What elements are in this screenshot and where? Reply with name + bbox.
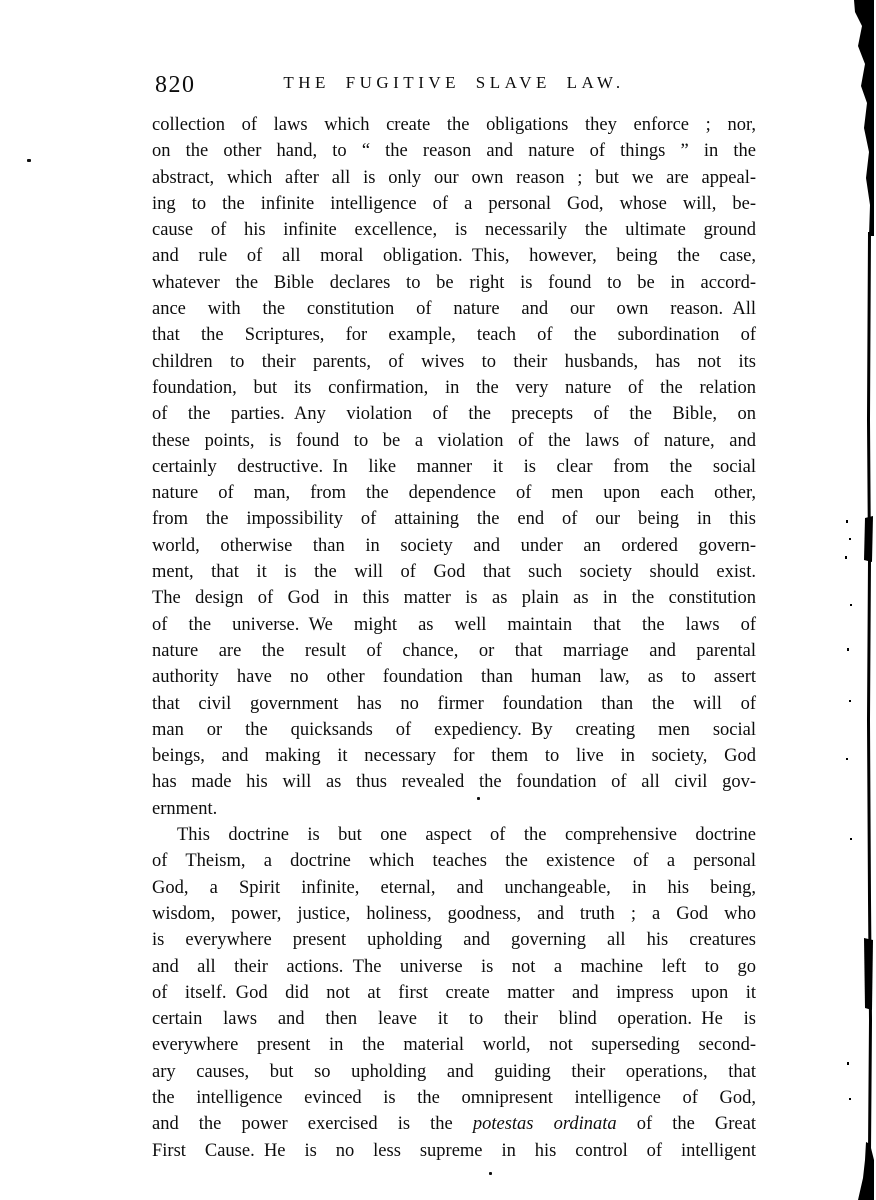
text-run: The design of God in this matter is as plain as in the constitution: [152, 588, 756, 609]
running-title: THE FUGITIVE SLAVE LAW.: [283, 73, 625, 92]
text-line: [152, 112, 756, 138]
text-run: certain laws and then leave it to their blind operation. He is: [152, 1009, 756, 1030]
text-run: is everywhere present upholding and governing all his creatures: [152, 930, 756, 951]
text-run: children to their parents, of wives to their husbands, has not its: [152, 351, 756, 372]
text-line: [152, 375, 756, 401]
text-line: [152, 848, 756, 874]
text-line: [152, 980, 756, 1006]
text-run: ary causes, but so upholding and guiding their operations, that: [152, 1061, 756, 1082]
text-line: [152, 506, 756, 532]
text-line: [152, 1032, 756, 1058]
text-line: [152, 875, 756, 901]
text-line: [152, 1006, 756, 1032]
text-run: authority have no other foundation than human law, as to assert: [152, 667, 756, 688]
text-run: of the parties. Any violation of the precepts of the Bible, on: [152, 404, 756, 425]
text-line: [152, 533, 756, 559]
text-run: that civil government has no firmer foundation than the will of: [152, 693, 756, 714]
paragraph: [152, 822, 756, 1164]
text-run: abstract, which after all is only our own reason ; but we are appeal-: [152, 167, 756, 188]
scan-speck: [27, 159, 31, 162]
text-run: of itself. God did not at first create matter and impress upon it: [152, 982, 756, 1003]
text-run: and all their actions. The universe is not a machine left to go: [152, 956, 756, 977]
italic-text-run: potestas ordinata: [472, 1114, 617, 1135]
text-run: and the power exercised is the: [152, 1114, 473, 1135]
text-run: has made his will as thus revealed the foundation of all civil gov-: [152, 772, 756, 793]
page-header: [152, 68, 756, 102]
text-run: whatever the Bible declares to be right is found to be in accord-: [152, 272, 756, 293]
text-line: [152, 954, 756, 980]
text-line: [152, 743, 756, 769]
text-line: [152, 691, 756, 717]
page-number: 820: [155, 72, 196, 98]
text-run: everywhere present in the material world, not superseding second-: [152, 1035, 756, 1056]
text-line: [152, 217, 756, 243]
text-run: from the impossibility of attaining the end of our being in this: [152, 509, 756, 530]
text-run: First Cause. He is no less supreme in his control of intelligent: [152, 1140, 756, 1161]
text-run: ernment.: [152, 798, 218, 819]
text-line: [152, 428, 756, 454]
text-run: nature of man, from the dependence of men upon each other,: [152, 483, 756, 504]
text-run: of Theism, a doctrine which teaches the existence of a personal: [152, 851, 756, 872]
text-run: This doctrine is but one aspect of the comprehensive doctrine: [177, 825, 756, 846]
scan-edge-smudge: [864, 516, 873, 562]
text-line: [152, 191, 756, 217]
text-line: [152, 796, 756, 822]
scan-edge-bottom-blob: [858, 1142, 874, 1200]
text-line: [152, 322, 756, 348]
text-run: man or the quicksands of expediency. By creating men social: [152, 719, 756, 740]
text-line: [152, 769, 756, 795]
text-line: [152, 612, 756, 638]
text-run: ance with the constitution of nature and our own reason. All: [152, 299, 756, 320]
text-run: these points, is found to be a violation of the laws of nature, and: [152, 430, 756, 451]
text-run: on the other hand, to “ the reason and nature of things ” in the: [152, 141, 756, 162]
text-run: ment, that it is the will of God that such society should exist.: [152, 562, 756, 583]
text-run: wisdom, power, justice, holiness, goodness, and truth ; a God who: [152, 903, 756, 924]
text-run: of the universe. We might as well maintain that the laws of: [152, 614, 756, 635]
text-line: [152, 717, 756, 743]
scan-edge-top-blob: [854, 0, 874, 236]
text-line: [152, 243, 756, 269]
text-run: beings, and making it necessary for them to live in society, God: [152, 746, 756, 767]
text-line: [152, 296, 756, 322]
text-run: and rule of all moral obligation. This, however, being the case,: [152, 246, 756, 267]
scan-edge-smudge: [864, 938, 873, 1010]
text-run: cause of his infinite excellence, is necessarily the ultimate ground: [152, 220, 756, 241]
text-run: foundation, but its confirmation, in the very nature of the relation: [152, 377, 756, 398]
text-run: of the Great: [616, 1114, 756, 1135]
text-line: [152, 1138, 756, 1164]
text-line: [152, 165, 756, 191]
text-line: [152, 480, 756, 506]
text-line: [152, 138, 756, 164]
text-line: [152, 270, 756, 296]
text-line: [152, 1111, 756, 1137]
text-line: [152, 585, 756, 611]
text-line: [152, 349, 756, 375]
text-line: [152, 401, 756, 427]
scan-speck: [477, 797, 480, 800]
text-line: [152, 901, 756, 927]
text-run: ing to the infinite intelligence of a personal God, whose will, be-: [152, 193, 756, 214]
text-line: [152, 927, 756, 953]
text-line: [152, 559, 756, 585]
text-line: [152, 1059, 756, 1085]
text-line: [152, 454, 756, 480]
text-body: [152, 112, 756, 1164]
text-run: the intelligence evinced is the omnipresent intelligence of God,: [152, 1087, 756, 1108]
paragraph: [152, 112, 756, 822]
text-run: that the Scriptures, for example, teach of the subordination of: [152, 325, 756, 346]
scan-edge-artifact: [840, 0, 876, 1200]
scan-speck: [489, 1172, 492, 1175]
text-line: [152, 1085, 756, 1111]
text-run: collection of laws which create the obligations they enforce ; nor,: [152, 115, 756, 135]
text-run: world, otherwise than in society and under an ordered govern-: [152, 535, 756, 556]
scan-edge-streak: [867, 232, 872, 1152]
text-run: certainly destructive. In like manner it is clear from the social: [152, 456, 756, 477]
text-line: [152, 664, 756, 690]
text-line: [152, 638, 756, 664]
text-run: God, a Spirit infinite, eternal, and unchangeable, in his being,: [152, 877, 756, 898]
text-run: nature are the result of chance, or that marriage and parental: [152, 640, 756, 661]
text-line: [152, 822, 756, 848]
